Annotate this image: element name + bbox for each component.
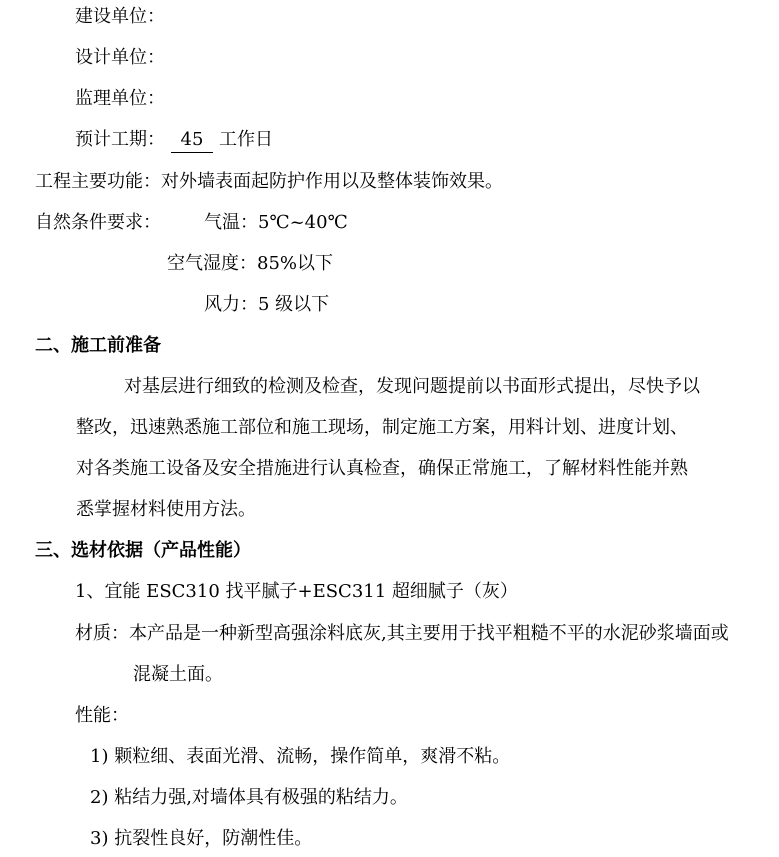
wind-requirement: 风力：5 级以下 [204,294,330,315]
section-3-heading: 三、选材依据（产品性能） [35,540,251,561]
performance-item: 2) 粘结力强,对墙体具有极强的粘结力。 [90,787,408,808]
section-2-paragraph-line: 悉掌握材料使用方法。 [76,499,256,520]
period-unit: 工作日 [219,129,273,150]
product-item-1: 1、宜能 ESC310 找平腻子+ESC311 超细腻子（灰） [75,581,518,602]
period-value: 45 [171,128,213,153]
construction-period-line [75,128,273,153]
construction-unit-label: 建设单位： [75,6,165,27]
humidity-requirement: 空气湿度：85%以下 [167,253,334,274]
section-2-paragraph-line: 对各类施工设备及安全措施进行认真检查，确保正常施工，了解材料性能并熟 [76,458,688,479]
period-label: 预计工期： [75,129,165,150]
performance-label: 性能： [75,705,129,726]
section-2-paragraph-line: 对基层进行细致的检测及检查，发现问题提前以书面形式提出，尽快予以 [124,376,700,397]
supervision-unit-label: 监理单位： [75,88,165,109]
section-2-paragraph-line: 整改，迅速熟悉施工部位和施工现场，制定施工方案，用料计划、进度计划、 [76,417,688,438]
natural-conditions-label: 自然条件要求： [35,212,161,233]
performance-item: 1) 颗粒细、表面光滑、流畅，操作简单，爽滑不粘。 [90,746,511,767]
temperature-requirement: 气温：5℃~40℃ [204,212,348,233]
material-description-line: 材质：本产品是一种新型高强涂料底灰,其主要用于找平粗糙不平的水泥砂浆墙面或 [75,623,729,644]
design-unit-label: 设计单位： [75,47,165,68]
main-function: 工程主要功能：对外墙表面起防护作用以及整体装饰效果。 [35,171,503,192]
material-description-line: 混凝土面。 [133,664,223,685]
performance-item: 3) 抗裂性良好，防潮性佳。 [90,828,313,849]
section-2-heading: 二、施工前准备 [35,335,161,356]
